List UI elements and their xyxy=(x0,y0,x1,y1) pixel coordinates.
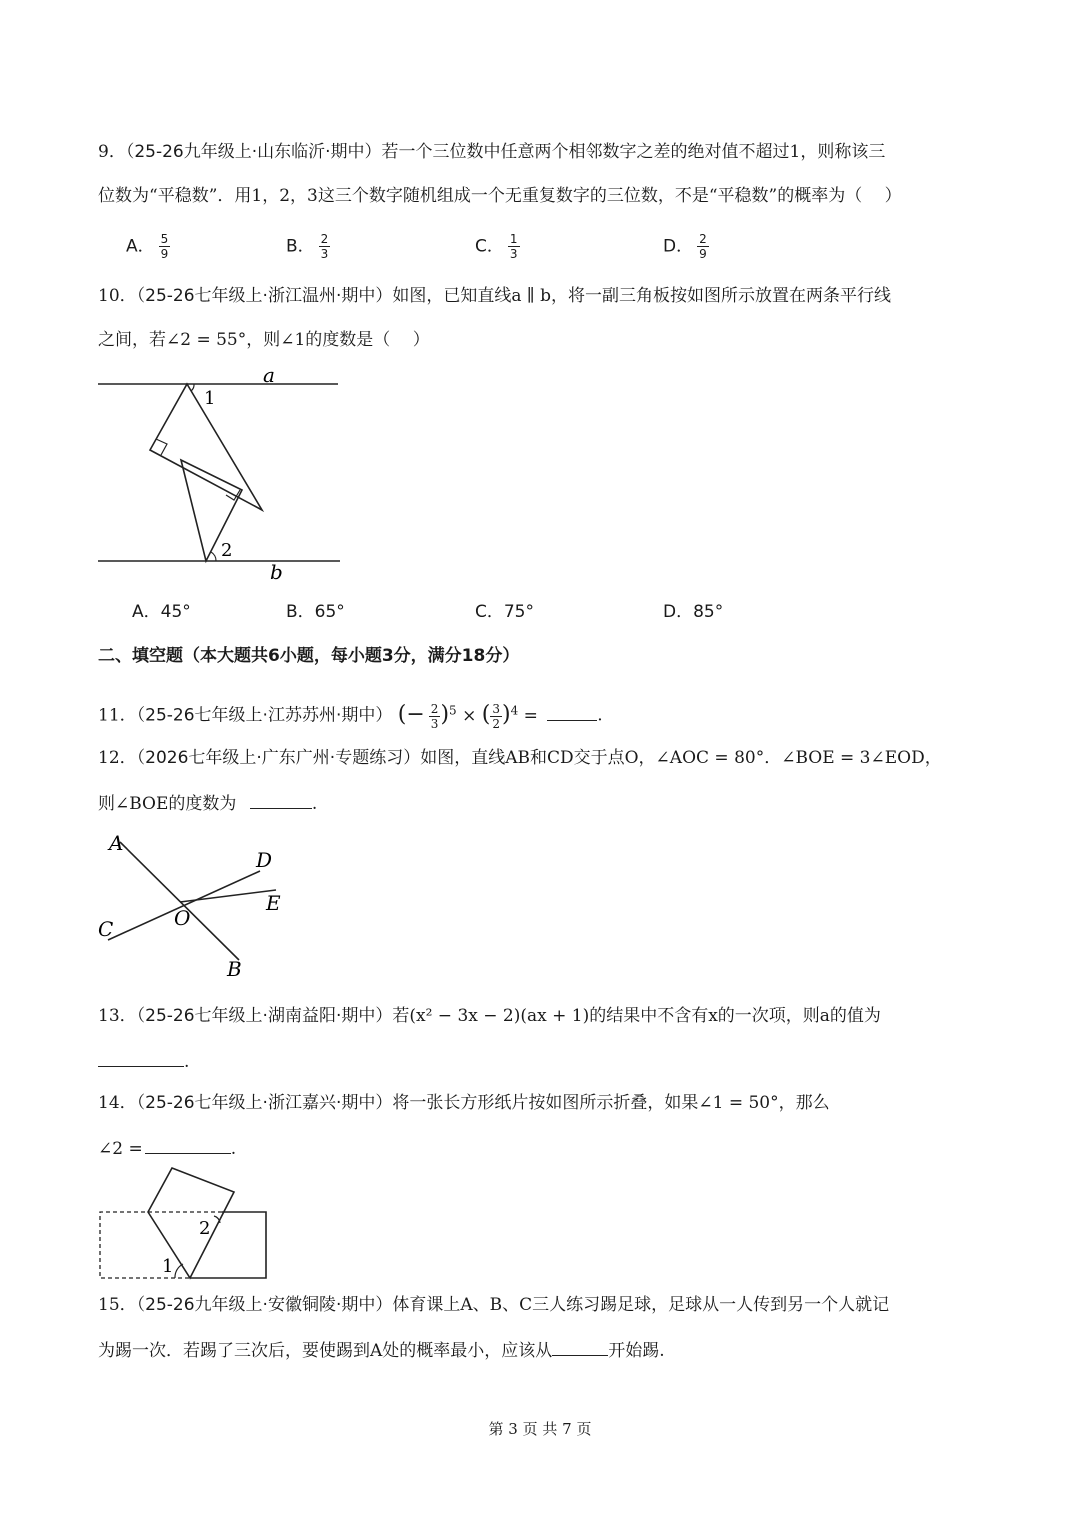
q9-option-a-label: A． xyxy=(126,236,155,257)
q11-source: （25-26七年级上·江苏苏州·期中） xyxy=(136,705,393,726)
q12-figure xyxy=(96,830,296,980)
q11-answer-blank[interactable] xyxy=(547,702,597,721)
q13-text-1: 若(x² − 3x − 2)(ax + 1)的结果中不含有x的一次项，则a的值为 xyxy=(392,1006,881,1026)
q12-source: （2026七年级上·广东广州·专题练习） xyxy=(136,748,421,768)
q15-text-1: 体育课上A、B、C三人练习踢足球，足球从一人传到另一个人就记 xyxy=(392,1295,890,1315)
fraction-denominator: 3 xyxy=(509,247,518,261)
q10-text-1: 如图，已知直线a ∥ b，将一副三角板按如图所示放置在两条平行线 xyxy=(392,286,892,306)
q11-equals: = xyxy=(518,705,538,726)
q15-line1 xyxy=(98,1293,889,1317)
q15-number: 15． xyxy=(98,1295,137,1315)
q15-source: （25-26九年级上·安徽铜陵·期中） xyxy=(136,1295,393,1315)
q10-option-d: D．85° xyxy=(663,602,724,622)
q14-text-2: ∠2 = xyxy=(98,1139,143,1159)
q11-fraction-1 xyxy=(429,702,441,731)
q10-option-a: A．45° xyxy=(132,602,191,622)
fraction-numerator: 5 xyxy=(160,232,169,246)
fraction-denominator: 3 xyxy=(430,716,439,731)
label-O: O xyxy=(174,906,191,930)
q9-option-c-fraction xyxy=(508,232,520,261)
q14-answer-blank[interactable] xyxy=(145,1135,231,1154)
angle-1-arc xyxy=(191,384,194,391)
q14-line1 xyxy=(98,1091,830,1115)
label-angle-1: 1 xyxy=(204,388,216,409)
section-2-heading: 二、填空题（本大题共6小题，每小题3分，满分18分） xyxy=(98,646,520,666)
label-angle-2: 2 xyxy=(221,540,233,561)
fraction-denominator: 9 xyxy=(160,247,169,261)
triangle-bottom xyxy=(181,460,242,561)
q13-answer-blank[interactable] xyxy=(98,1048,184,1067)
q12-line2 xyxy=(98,790,317,816)
q13-number: 13． xyxy=(98,1006,137,1026)
fraction-denominator: 2 xyxy=(492,716,500,731)
q11-line xyxy=(98,698,603,731)
label-A: A xyxy=(109,831,124,855)
q10-option-b: B．65° xyxy=(286,602,345,622)
q11-exponent-1: 5 xyxy=(449,703,457,717)
angle-2-arc xyxy=(211,552,216,561)
label-angle-2: 2 xyxy=(199,1218,211,1239)
q9-option-b-label: B． xyxy=(286,236,315,257)
q9-option-c xyxy=(475,232,520,261)
q9-option-c-label: C． xyxy=(475,236,504,257)
q11-number: 11． xyxy=(98,705,137,726)
q15-answer-blank[interactable] xyxy=(552,1337,608,1356)
q14-number: 14． xyxy=(98,1093,137,1113)
q9-number: 9． xyxy=(98,142,126,162)
label-b: b xyxy=(270,560,283,584)
fraction-numerator: 2 xyxy=(320,232,329,246)
q10-number: 10． xyxy=(98,286,137,306)
q13-line1 xyxy=(98,1004,881,1028)
page-footer: 第 3 页 共 7 页 xyxy=(488,1420,592,1438)
q10-figure xyxy=(90,362,350,592)
q13-period: . xyxy=(184,1052,190,1072)
ray-oe xyxy=(180,890,276,902)
q9-source: （25-26九年级上·山东临沂·期中） xyxy=(125,142,382,162)
fraction-numerator: 2 xyxy=(430,701,439,716)
label-C: C xyxy=(98,917,114,941)
fraction-numerator: 2 xyxy=(699,232,707,246)
label-B: B xyxy=(227,957,242,981)
fraction-denominator: 3 xyxy=(320,247,329,261)
fraction-numerator: 3 xyxy=(492,701,500,716)
q12-line1 xyxy=(98,746,942,770)
q11-times: × xyxy=(456,705,482,726)
fraction-denominator: 9 xyxy=(699,247,707,261)
q15-line2 xyxy=(98,1337,665,1363)
q9-line1 xyxy=(98,140,885,164)
q10-source: （25-26七年级上·浙江温州·期中） xyxy=(136,286,393,306)
right-angle-mark xyxy=(156,439,167,455)
q14-text-1: 将一张长方形纸片按如图所示折叠，如果∠1 = 50°，那么 xyxy=(392,1093,830,1113)
q9-option-d-label: D． xyxy=(663,236,694,257)
q12-number: 12． xyxy=(98,748,137,768)
q12-text-2: 则∠BOE的度数为 xyxy=(98,794,237,814)
q9-text-1: 若一个三位数中任意两个相邻数字之差的绝对值不超过1，则称该三 xyxy=(381,142,886,162)
folded-flap xyxy=(148,1168,234,1278)
q14-line2 xyxy=(98,1135,236,1161)
fraction-numerator: 1 xyxy=(509,232,518,246)
q11-expression: (− $\frac{2}{3}$ )$^5$ × ( $\frac{3}{2}$ )$^4$ = xyxy=(397,701,538,731)
q13-source: （25-26七年级上·湖南益阳·期中） xyxy=(136,1006,393,1026)
label-a: a xyxy=(263,363,275,387)
q13-line2 xyxy=(98,1048,189,1074)
q12-period: . xyxy=(311,794,318,814)
q12-text-1: 如图，直线AB和CD交于点O，∠AOC = 80°．∠BOE = 3∠EOD， xyxy=(420,748,942,768)
q11-open-paren: (− xyxy=(397,701,425,727)
q9-option-d-fraction xyxy=(697,232,709,261)
q9-option-b xyxy=(286,232,330,261)
q10-option-c: C．75° xyxy=(475,602,535,622)
q9-option-a-fraction xyxy=(159,232,171,261)
q11-fraction-2 xyxy=(490,702,502,731)
label-angle-1: 1 xyxy=(162,1256,174,1277)
q15-text-2b: 开始踢. xyxy=(608,1341,665,1361)
q11-period: . xyxy=(597,705,603,726)
q9-option-a xyxy=(126,232,170,261)
label-D: D xyxy=(256,848,273,872)
q15-text-2a: 为踢一次．若踢了三次后，要使踢到A处的概率最小，应该从 xyxy=(98,1341,553,1361)
q10-line2: 之间，若∠2 = 55°，则∠1的度数是（ ） xyxy=(98,330,430,350)
q12-answer-blank[interactable] xyxy=(250,790,312,809)
q14-figure xyxy=(92,1160,282,1290)
label-E: E xyxy=(266,891,281,915)
q14-source: （25-26七年级上·浙江嘉兴·期中） xyxy=(136,1093,393,1113)
q14-period: . xyxy=(230,1139,237,1159)
q9-option-b-fraction xyxy=(319,232,331,261)
q11-exponent-2: 4 xyxy=(510,703,519,717)
q9-option-d xyxy=(663,232,709,261)
q10-line1 xyxy=(98,284,891,308)
line-ab xyxy=(120,842,239,960)
q9-line2: 位数为“平稳数”．用1，2，3这三个数字随机组成一个无重复数字的三位数，不是“平稳数”的概率为（ ） xyxy=(98,186,902,206)
